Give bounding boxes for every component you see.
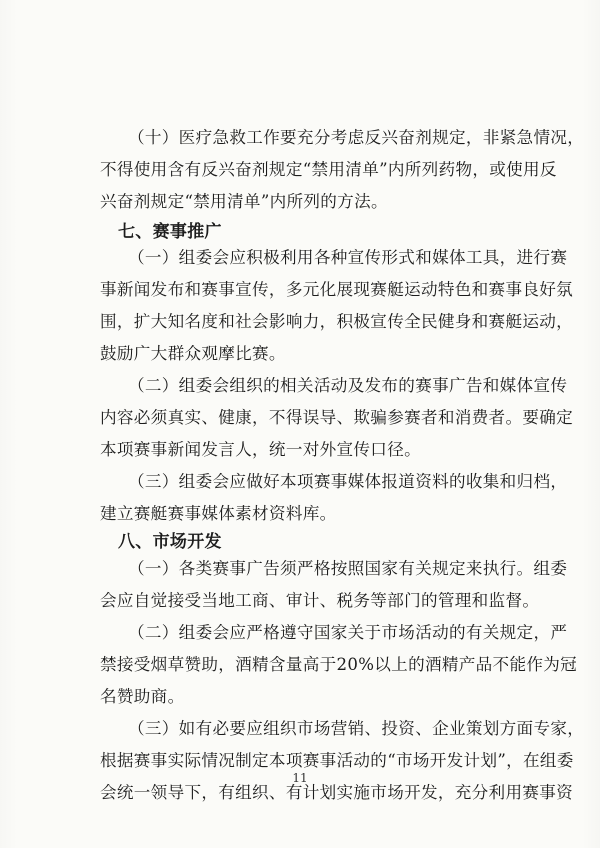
section-8-para-1-line-1: （一）各类赛事广告须严格按照国家有关规定来执行。组委 — [128, 559, 568, 578]
section-7-para-1-line-2: 事新闻发布和赛事宣传，多元化展现赛艇运动特色和赛事良好氛 — [100, 280, 574, 299]
section-8-para-2-line-1: （二）组委会应严格遵守国家关于市场活动的有关规定，严 — [128, 623, 568, 642]
section-7-para-2-line-1: （二）组委会组织的相关活动及发布的赛事广告和媒体宣传 — [128, 376, 568, 395]
section-7-heading: 七、赛事推广 — [118, 222, 222, 242]
section-8-para-3-line-1: （三）如有必要应组织市场营销、投资、企业策划方面专家， — [128, 719, 585, 738]
section-7-para-3-line-1: （三）组委会应做好本项赛事媒体报道资料的收集和归档， — [128, 472, 568, 491]
section-7-para-1-line-1: （一）组委会应积极利用各种宣传形式和媒体工具，进行赛 — [128, 248, 568, 267]
section-8-para-2-line-2: 禁接受烟草赞助，酒精含量高于20%以上的酒精产品不能作为冠 — [100, 655, 578, 674]
section-7-para-1-line-4: 鼓励广大群众观摩比赛。 — [100, 344, 286, 363]
paragraph-10-line-2: 不得使用含有反兴奋剂规定“禁用清单”内所列药物，或使用反 — [100, 160, 557, 179]
section-8-para-3-line-3: 会统一领导下，有组织、有计划实施市场开发，充分利用赛事资 — [100, 783, 574, 802]
section-8-para-1-line-2: 会应自觉接受当地工商、审计、税务等部门的管理和监督。 — [100, 591, 540, 610]
section-7-para-1-line-3: 围，扩大知名度和社会影响力，积极宣传全民健身和赛艇运动， — [100, 312, 574, 331]
section-7-para-3-line-2: 建立赛艇赛事媒体素材资料库。 — [100, 504, 337, 523]
section-7-para-2-line-3: 本项赛事新闻发言人，统一对外宣传口径。 — [100, 440, 421, 459]
page-number: 11 — [292, 771, 308, 785]
section-8-para-2-line-3: 名赞助商。 — [100, 687, 185, 706]
section-8-heading: 八、市场开发 — [118, 532, 222, 552]
section-7-para-2-line-2: 内容必须真实、健康，不得误导、欺骗参赛者和消费者。要确定 — [100, 408, 574, 427]
section-8-para-3-line-2: 根据赛事实际情况制定本项赛事活动的“市场开发计划”，在组委 — [100, 751, 574, 770]
paragraph-10-line-3: 兴奋剂规定“禁用清单”内所列的方法。 — [100, 192, 388, 211]
paragraph-10-line-1: （十）医疗急救工作要充分考虑反兴奋剂规定，非紧急情况， — [128, 128, 585, 147]
